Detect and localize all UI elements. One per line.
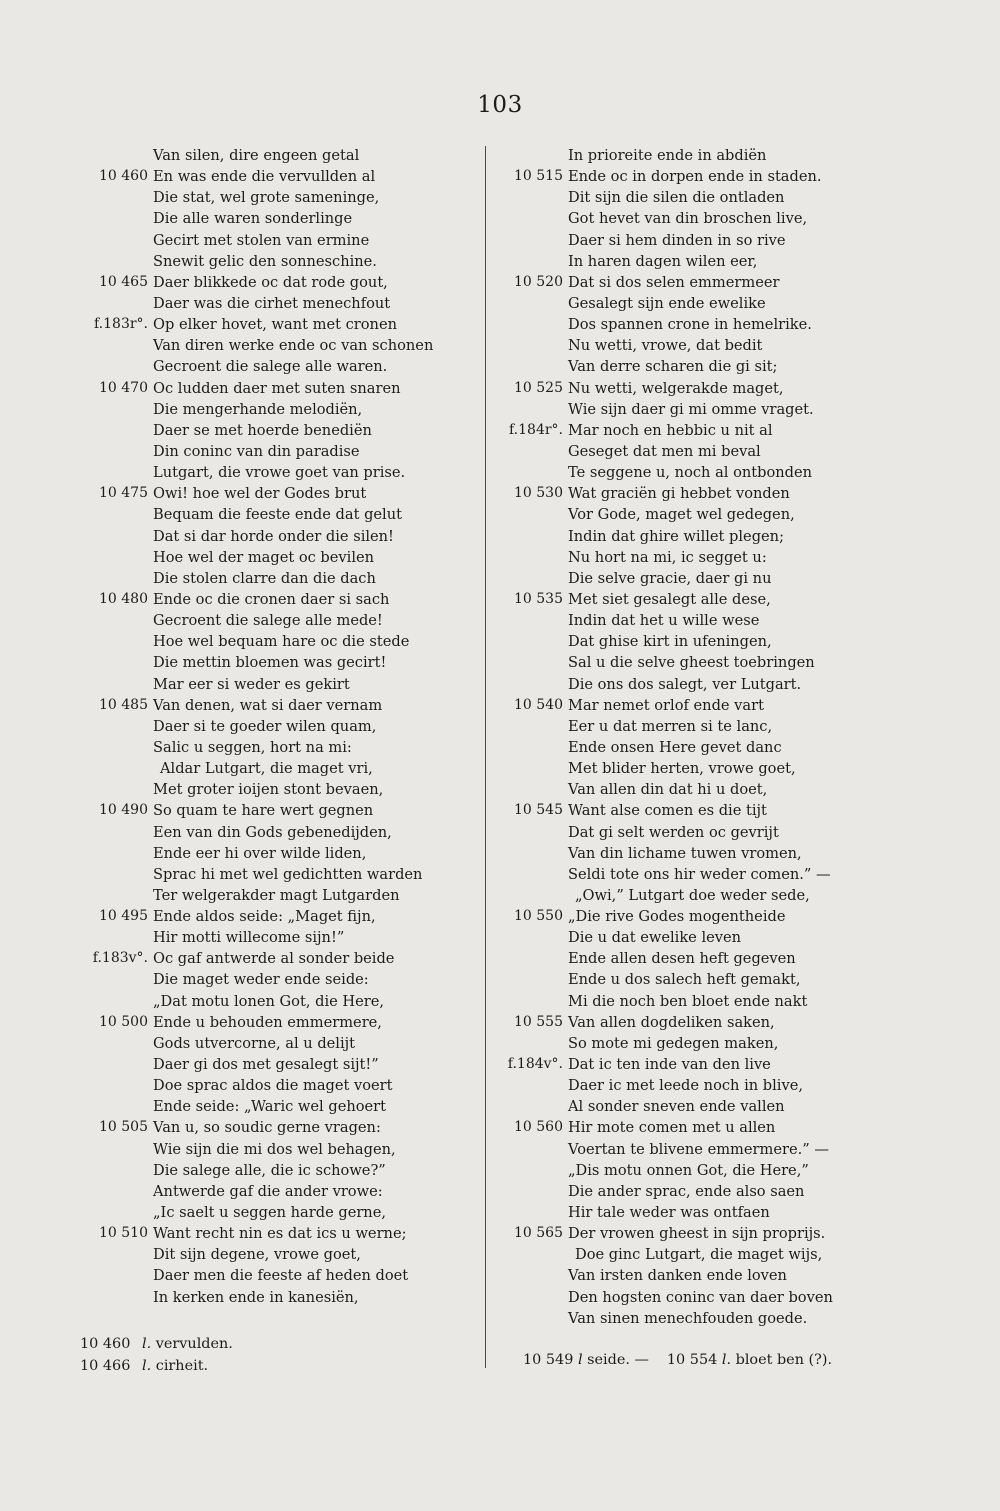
verse-text: „Ic saelt u seggen harde gerne, bbox=[153, 1204, 386, 1222]
verse-text: Daer men die feeste af heden doet bbox=[153, 1267, 409, 1285]
verse-text: Bequam die feeste ende dat gelut bbox=[153, 506, 402, 524]
verse-text: Dat gi selt werden oc gevrijt bbox=[568, 823, 779, 841]
verse-number: 10 495 bbox=[99, 908, 148, 925]
verse-line bbox=[495, 378, 825, 399]
verse-text: Ende seide: „Waric wel gehoert bbox=[153, 1098, 387, 1116]
verse-text: Owi! hoe wel der Godes brut bbox=[153, 485, 367, 503]
verse-text: Wie sijn die mi dos wel behagen, bbox=[153, 1140, 396, 1158]
verse-line bbox=[495, 166, 825, 187]
verse-line bbox=[80, 1202, 480, 1223]
verse-text: Op elker hovet, want met cronen bbox=[153, 316, 397, 334]
verse-text: Indin dat het u wille wese bbox=[568, 612, 760, 630]
verse-text: Een van din Gods gebenedijden, bbox=[153, 823, 392, 841]
left-footnotes bbox=[80, 1334, 233, 1377]
right-footnotes bbox=[523, 1352, 832, 1368]
verse-number: 10 560 bbox=[514, 1119, 563, 1136]
verse-line bbox=[80, 356, 480, 377]
verse-line bbox=[495, 483, 825, 504]
verse-number: 10 550 bbox=[514, 908, 563, 925]
verse-line bbox=[80, 1139, 480, 1160]
verse-text: So quam te hare wert gegnen bbox=[153, 802, 374, 820]
verse-line bbox=[80, 716, 480, 737]
column-divider bbox=[485, 146, 486, 1368]
verse-line bbox=[80, 1075, 480, 1096]
verse-text: Die alle waren sonderlinge bbox=[153, 210, 353, 228]
verse-line bbox=[495, 1096, 825, 1117]
verse-text: Die stat, wel grote sameninge, bbox=[153, 189, 380, 207]
verse-text: In prioreite ende in abdiën bbox=[568, 147, 767, 164]
verse-line bbox=[495, 1117, 825, 1138]
verse-line bbox=[495, 800, 825, 821]
verse-text: Gecroent die salege alle waren. bbox=[153, 358, 388, 376]
footnote bbox=[523, 1352, 649, 1368]
verse-line bbox=[495, 1139, 829, 1160]
verse-number: 10 555 bbox=[514, 1013, 563, 1030]
verse-line bbox=[80, 1033, 480, 1054]
verse-text: „Die rive Godes mogentheide bbox=[568, 908, 786, 926]
verse-text: Ende oc die cronen daer si sach bbox=[153, 590, 390, 608]
verse-text: Daer se met hoerde benediën bbox=[153, 421, 372, 439]
verse-text: Ende u dos salech heft gemakt, bbox=[568, 971, 801, 989]
verse-line bbox=[495, 822, 825, 843]
verse-line bbox=[80, 927, 480, 948]
verse-line bbox=[495, 1012, 825, 1033]
verse-text: Met groter ioijen stont bevaen, bbox=[153, 781, 384, 799]
verse-line bbox=[495, 695, 825, 716]
verse-text: Ende allen desen heft gegeven bbox=[568, 950, 796, 968]
verse-text: Aldar Lutgart, die maget vri, bbox=[160, 760, 373, 778]
verse-text: Doe ginc Lutgart, die maget wijs, bbox=[575, 1246, 823, 1264]
verse-text: Die stolen clarre dan die dach bbox=[153, 569, 376, 587]
verse-text: Met blider herten, vrowe goet, bbox=[568, 760, 796, 778]
verse-text: Der vrowen gheest in sijn proprijs. bbox=[568, 1225, 826, 1243]
verse-text: Antwerde gaf die ander vrowe: bbox=[153, 1182, 383, 1200]
verse-line bbox=[495, 948, 825, 969]
footnote-number: 10 466 bbox=[80, 1357, 131, 1374]
verse-line bbox=[80, 1096, 480, 1117]
verse-text: Dat ghise kirt in ufeningen, bbox=[568, 633, 772, 651]
verse-text: Hir mote comen met u allen bbox=[568, 1119, 776, 1137]
verse-text: Eer u dat merren si te lanc, bbox=[568, 717, 773, 735]
verse-line bbox=[495, 399, 825, 420]
verse-line bbox=[495, 927, 825, 948]
verse-text: Mar eer si weder es gekirt bbox=[153, 675, 350, 693]
verse-text: Die u dat ewelike leven bbox=[568, 929, 742, 947]
verse-line bbox=[80, 483, 480, 504]
verse-line bbox=[495, 906, 825, 927]
verse-line bbox=[80, 758, 480, 779]
verse-line bbox=[495, 504, 825, 525]
verse-text: Al sonder sneven ende vallen bbox=[568, 1098, 785, 1116]
verse-line bbox=[80, 145, 480, 166]
verse-text: Want recht nin es dat ics u werne; bbox=[153, 1225, 407, 1243]
verse-text: Gesalegt sijn ende ewelike bbox=[568, 294, 766, 312]
verse-text: Daer was die cirhet menechfout bbox=[153, 294, 391, 312]
verse-line bbox=[80, 589, 480, 610]
verse-line bbox=[495, 1181, 825, 1202]
verse-text: Hoe wel der maget oc bevilen bbox=[153, 548, 375, 566]
verse-text: Nu wetti, vrowe, dat bedit bbox=[568, 337, 763, 355]
verse-line bbox=[495, 1223, 825, 1244]
verse-text: Indin dat ghire willet plegen; bbox=[568, 527, 784, 545]
verse-line bbox=[80, 906, 480, 927]
verse-line bbox=[80, 251, 480, 272]
verse-line bbox=[495, 1054, 825, 1075]
verse-text: Te seggene u, noch al ontbonden bbox=[568, 464, 813, 482]
verse-line bbox=[495, 716, 825, 737]
verse-line bbox=[495, 272, 825, 293]
footnote-abbreviation: l bbox=[577, 1352, 583, 1368]
verse-line bbox=[80, 272, 480, 293]
verse-text: Dit sijn degene, vrowe goet, bbox=[153, 1246, 361, 1264]
verse-line bbox=[80, 1054, 480, 1075]
footnote-row bbox=[523, 1352, 832, 1368]
verse-text: Die ander sprac, ende also saen bbox=[568, 1182, 805, 1200]
verse-line bbox=[495, 843, 825, 864]
verse-number: 10 485 bbox=[99, 696, 148, 713]
verse-line bbox=[80, 1160, 480, 1181]
verse-line bbox=[80, 1117, 480, 1138]
verse-text: „Dat motu lonen Got, die Here, bbox=[153, 992, 385, 1010]
verse-line bbox=[80, 441, 480, 462]
verse-text: Hir motti willecome sijn!” bbox=[153, 929, 345, 947]
verse-number: 10 525 bbox=[514, 379, 563, 396]
verse-number: 10 530 bbox=[514, 485, 563, 502]
verse-text: „Owi,” Lutgart doe weder sede, bbox=[575, 886, 810, 904]
footnote-number: 10 460 bbox=[80, 1336, 131, 1352]
verse-line bbox=[80, 230, 480, 251]
verse-line bbox=[495, 1075, 825, 1096]
footnote-abbreviation: l. bbox=[142, 1336, 152, 1352]
footnote-number: 10 554 bbox=[666, 1352, 718, 1368]
verse-line bbox=[80, 737, 480, 758]
verse-line bbox=[495, 526, 825, 547]
verse-line bbox=[80, 526, 480, 547]
verse-text: Daer si te goeder wilen quam, bbox=[153, 717, 377, 735]
verse-number: 10 545 bbox=[514, 802, 563, 819]
verse-line bbox=[80, 885, 480, 906]
verse-number: f.184v°. bbox=[507, 1056, 563, 1073]
verse-text: Want alse comen es die tijt bbox=[568, 802, 767, 820]
verse-text: Ter welgerakder magt Lutgarden bbox=[153, 886, 400, 904]
verse-line bbox=[495, 1160, 825, 1181]
verse-number: f.183v°. bbox=[92, 950, 148, 967]
verse-line bbox=[80, 1012, 480, 1033]
right-verse-column bbox=[495, 145, 833, 1329]
verse-text: Met siet gesalegt alle dese, bbox=[568, 590, 771, 608]
verse-text: Wat graciën gi hebbet vonden bbox=[568, 485, 790, 503]
verse-number: 10 475 bbox=[99, 485, 148, 502]
verse-line bbox=[495, 208, 825, 229]
verse-number: f.184r°. bbox=[509, 421, 563, 438]
verse-text: Mar noch en hebbic u nit al bbox=[568, 421, 773, 439]
verse-text: Die salege alle, die ic schowe?” bbox=[153, 1161, 386, 1179]
verse-text: In kerken ende in kanesiën, bbox=[153, 1288, 359, 1306]
verse-line bbox=[495, 610, 825, 631]
verse-line bbox=[80, 948, 480, 969]
verse-line bbox=[495, 674, 825, 695]
verse-line bbox=[80, 822, 480, 843]
verse-text: Salic u seggen, hort na mi: bbox=[153, 738, 352, 756]
verse-text: Oc gaf antwerde al sonder beide bbox=[153, 950, 395, 968]
verse-line bbox=[495, 885, 825, 906]
verse-line bbox=[495, 652, 825, 673]
verse-line bbox=[80, 568, 480, 589]
footnote bbox=[80, 1356, 233, 1378]
verse-line bbox=[495, 314, 825, 335]
verse-line bbox=[80, 399, 480, 420]
verse-number: 10 535 bbox=[514, 590, 563, 607]
footnote-number: 10 549 bbox=[523, 1352, 574, 1368]
verse-text: Doe sprac aldos die maget voert bbox=[153, 1077, 393, 1095]
verse-line bbox=[495, 1287, 833, 1308]
verse-line bbox=[80, 610, 480, 631]
verse-text: Daer ic met leede noch in blive, bbox=[568, 1077, 803, 1095]
verse-text: Van u, so soudic gerne vragen: bbox=[153, 1119, 381, 1137]
verse-text: Ende onsen Here gevet danc bbox=[568, 738, 782, 756]
footnote-abbreviation: l. bbox=[721, 1352, 732, 1368]
verse-text: Ende aldos seide: „Maget fijn, bbox=[153, 908, 376, 926]
verse-number: 10 470 bbox=[99, 379, 148, 396]
verse-text: Oc ludden daer met suten snaren bbox=[153, 379, 401, 397]
verse-text: Van diren werke ende oc van schonen bbox=[153, 337, 434, 355]
verse-text: Daer blikkede oc dat rode gout, bbox=[153, 273, 388, 291]
verse-text: Sal u die selve gheest toebringen bbox=[568, 654, 815, 672]
verse-line bbox=[495, 441, 825, 462]
verse-line bbox=[80, 674, 480, 695]
verse-text: Nu hort na mi, ic segget u: bbox=[568, 548, 767, 566]
verse-line bbox=[495, 230, 825, 251]
verse-number: 10 515 bbox=[514, 168, 563, 185]
verse-line bbox=[495, 568, 825, 589]
verse-line bbox=[80, 314, 480, 335]
verse-text: Van sinen menechfouden goede. bbox=[568, 1309, 808, 1327]
verse-text: Seldi tote ons hir weder comen.” — bbox=[568, 865, 831, 883]
footnote-abbreviation: l. bbox=[142, 1357, 152, 1374]
verse-number: 10 480 bbox=[99, 590, 148, 607]
verse-line bbox=[80, 631, 480, 652]
verse-text: Van derre scharen die gi sit; bbox=[568, 358, 778, 376]
verse-line bbox=[80, 969, 480, 990]
verse-text: So mote mi gedegen maken, bbox=[568, 1034, 779, 1052]
verse-line bbox=[80, 1223, 480, 1244]
verse-text: Dat ic ten inde van den live bbox=[568, 1056, 771, 1074]
verse-line bbox=[495, 969, 825, 990]
verse-line bbox=[495, 187, 825, 208]
verse-line bbox=[80, 800, 480, 821]
verse-text: Die maget weder ende seide: bbox=[153, 971, 369, 989]
verse-text: Daer gi dos met gesalegt sijt!” bbox=[153, 1056, 379, 1074]
verse-text: Hoe wel bequam hare oc die stede bbox=[153, 633, 410, 651]
verse-line bbox=[80, 504, 480, 525]
verse-line bbox=[80, 991, 480, 1012]
verse-text: Dat si dos selen emmermeer bbox=[568, 273, 780, 291]
verse-line bbox=[80, 378, 480, 399]
verse-text: Daer si hem dinden in so rive bbox=[568, 231, 786, 249]
verse-line bbox=[495, 631, 825, 652]
verse-text: Sprac hi met wel gedichtten warden bbox=[153, 865, 423, 883]
verse-line bbox=[495, 779, 825, 800]
footnote bbox=[667, 1352, 832, 1368]
verse-number: 10 465 bbox=[99, 273, 148, 290]
verse-line bbox=[80, 547, 480, 568]
footnote bbox=[80, 1334, 233, 1356]
verse-line bbox=[80, 208, 480, 229]
verse-text: Den hogsten coninc van daer boven bbox=[568, 1288, 833, 1306]
verse-text: Die mettin bloemen was gecirt! bbox=[153, 654, 387, 672]
verse-text: Van irsten danken ende loven bbox=[568, 1267, 787, 1285]
verse-line bbox=[80, 166, 480, 187]
verse-line bbox=[495, 462, 825, 483]
footnote-text: cirheit. bbox=[155, 1357, 209, 1374]
verse-line bbox=[495, 991, 825, 1012]
verse-line bbox=[80, 420, 480, 441]
verse-text: Dos spannen crone in hemelrike. bbox=[568, 316, 812, 334]
verse-line bbox=[495, 251, 825, 272]
verse-line bbox=[80, 293, 480, 314]
verse-line bbox=[495, 293, 825, 314]
verse-number: 10 490 bbox=[99, 802, 148, 819]
verse-number: 10 505 bbox=[99, 1119, 148, 1136]
verse-line bbox=[495, 547, 825, 568]
verse-text: Gecroent die salege alle mede! bbox=[153, 612, 383, 630]
verse-text: Gods utvercorne, al u delijt bbox=[153, 1034, 356, 1052]
verse-text: Van denen, wat si daer vernam bbox=[153, 696, 383, 714]
verse-text: Die mengerhande melodiën, bbox=[153, 400, 363, 418]
verse-text: Dat si dar horde onder die silen! bbox=[153, 527, 394, 545]
verse-line bbox=[80, 1265, 480, 1286]
footnote-text: seide. — bbox=[587, 1352, 649, 1368]
verse-line bbox=[80, 652, 480, 673]
verse-line bbox=[80, 1244, 480, 1265]
verse-text: Hir tale weder was ontfaen bbox=[568, 1204, 770, 1222]
verse-text: „Dis motu onnen Got, die Here,” bbox=[568, 1161, 809, 1179]
verse-number: 10 565 bbox=[514, 1225, 563, 1242]
verse-line bbox=[495, 420, 825, 441]
verse-line bbox=[495, 864, 831, 885]
verse-text: Geseget dat men mi beval bbox=[568, 442, 761, 460]
verse-number: f.183r°. bbox=[94, 316, 148, 333]
verse-text: Din coninc van din paradise bbox=[153, 442, 360, 460]
verse-text: Snewit gelic den sonneschine. bbox=[153, 252, 377, 270]
verse-text: Lutgart, die vrowe goet van prise. bbox=[153, 464, 406, 482]
page-number: 103 bbox=[477, 92, 523, 118]
verse-number: 10 510 bbox=[99, 1225, 148, 1242]
verse-text: Nu wetti, welgerakde maget, bbox=[568, 379, 784, 397]
verse-line bbox=[80, 1181, 480, 1202]
verse-line bbox=[80, 335, 480, 356]
footnote-text: vervulden. bbox=[155, 1336, 233, 1352]
verse-line bbox=[495, 1265, 825, 1286]
verse-line bbox=[80, 779, 480, 800]
verse-number: 10 540 bbox=[514, 696, 563, 713]
verse-line bbox=[495, 589, 825, 610]
verse-line bbox=[495, 737, 825, 758]
verse-text: Van allen din dat hi u doet, bbox=[568, 781, 768, 799]
verse-text: Ende eer hi over wilde liden, bbox=[153, 844, 367, 862]
verse-line bbox=[495, 356, 825, 377]
verse-text: Got hevet van din broschen live, bbox=[568, 210, 808, 228]
verse-text: Vor Gode, maget wel gedegen, bbox=[568, 506, 795, 524]
verse-line bbox=[80, 187, 480, 208]
verse-text: Die ons dos salegt, ver Lutgart. bbox=[568, 675, 802, 693]
verse-text: Van silen, dire engeen getal bbox=[153, 147, 360, 164]
verse-line bbox=[80, 695, 480, 716]
verse-text: Ende u behouden emmermere, bbox=[153, 1013, 382, 1031]
footnote-text: bloet ben (?). bbox=[735, 1352, 833, 1368]
verse-number: 10 500 bbox=[99, 1013, 148, 1030]
verse-text: Gecirt met stolen van ermine bbox=[153, 231, 370, 249]
verse-line bbox=[80, 1287, 480, 1308]
verse-number: 10 460 bbox=[99, 168, 148, 185]
verse-text: Dit sijn die silen die ontladen bbox=[568, 189, 785, 207]
verse-text: In haren dagen wilen eer, bbox=[568, 252, 758, 270]
verse-line bbox=[80, 864, 480, 885]
verse-number: 10 520 bbox=[514, 273, 563, 290]
verse-line bbox=[495, 1244, 825, 1265]
verse-text: Voertan te blivene emmermere.” — bbox=[568, 1140, 829, 1158]
left-verse-column bbox=[80, 145, 480, 1308]
verse-line bbox=[495, 335, 825, 356]
verse-line bbox=[80, 843, 480, 864]
verse-line bbox=[80, 462, 480, 483]
verse-line bbox=[495, 1308, 825, 1329]
verse-text: Van allen dogdeliken saken, bbox=[568, 1013, 775, 1031]
verse-text: Mi die noch ben bloet ende nakt bbox=[568, 992, 808, 1010]
verse-line bbox=[495, 758, 825, 779]
verse-line bbox=[495, 1033, 825, 1054]
verse-line bbox=[495, 1202, 825, 1223]
verse-text: Mar nemet orlof ende vart bbox=[568, 696, 764, 714]
verse-text: Ende oc in dorpen ende in staden. bbox=[568, 168, 822, 186]
verse-text: Wie sijn daer gi mi omme vraget. bbox=[568, 400, 814, 418]
verse-line bbox=[495, 145, 825, 166]
verse-text: Die selve gracie, daer gi nu bbox=[568, 569, 772, 587]
verse-text: En was ende die vervullden al bbox=[153, 168, 376, 186]
verse-text: Van din lichame tuwen vromen, bbox=[568, 844, 802, 862]
